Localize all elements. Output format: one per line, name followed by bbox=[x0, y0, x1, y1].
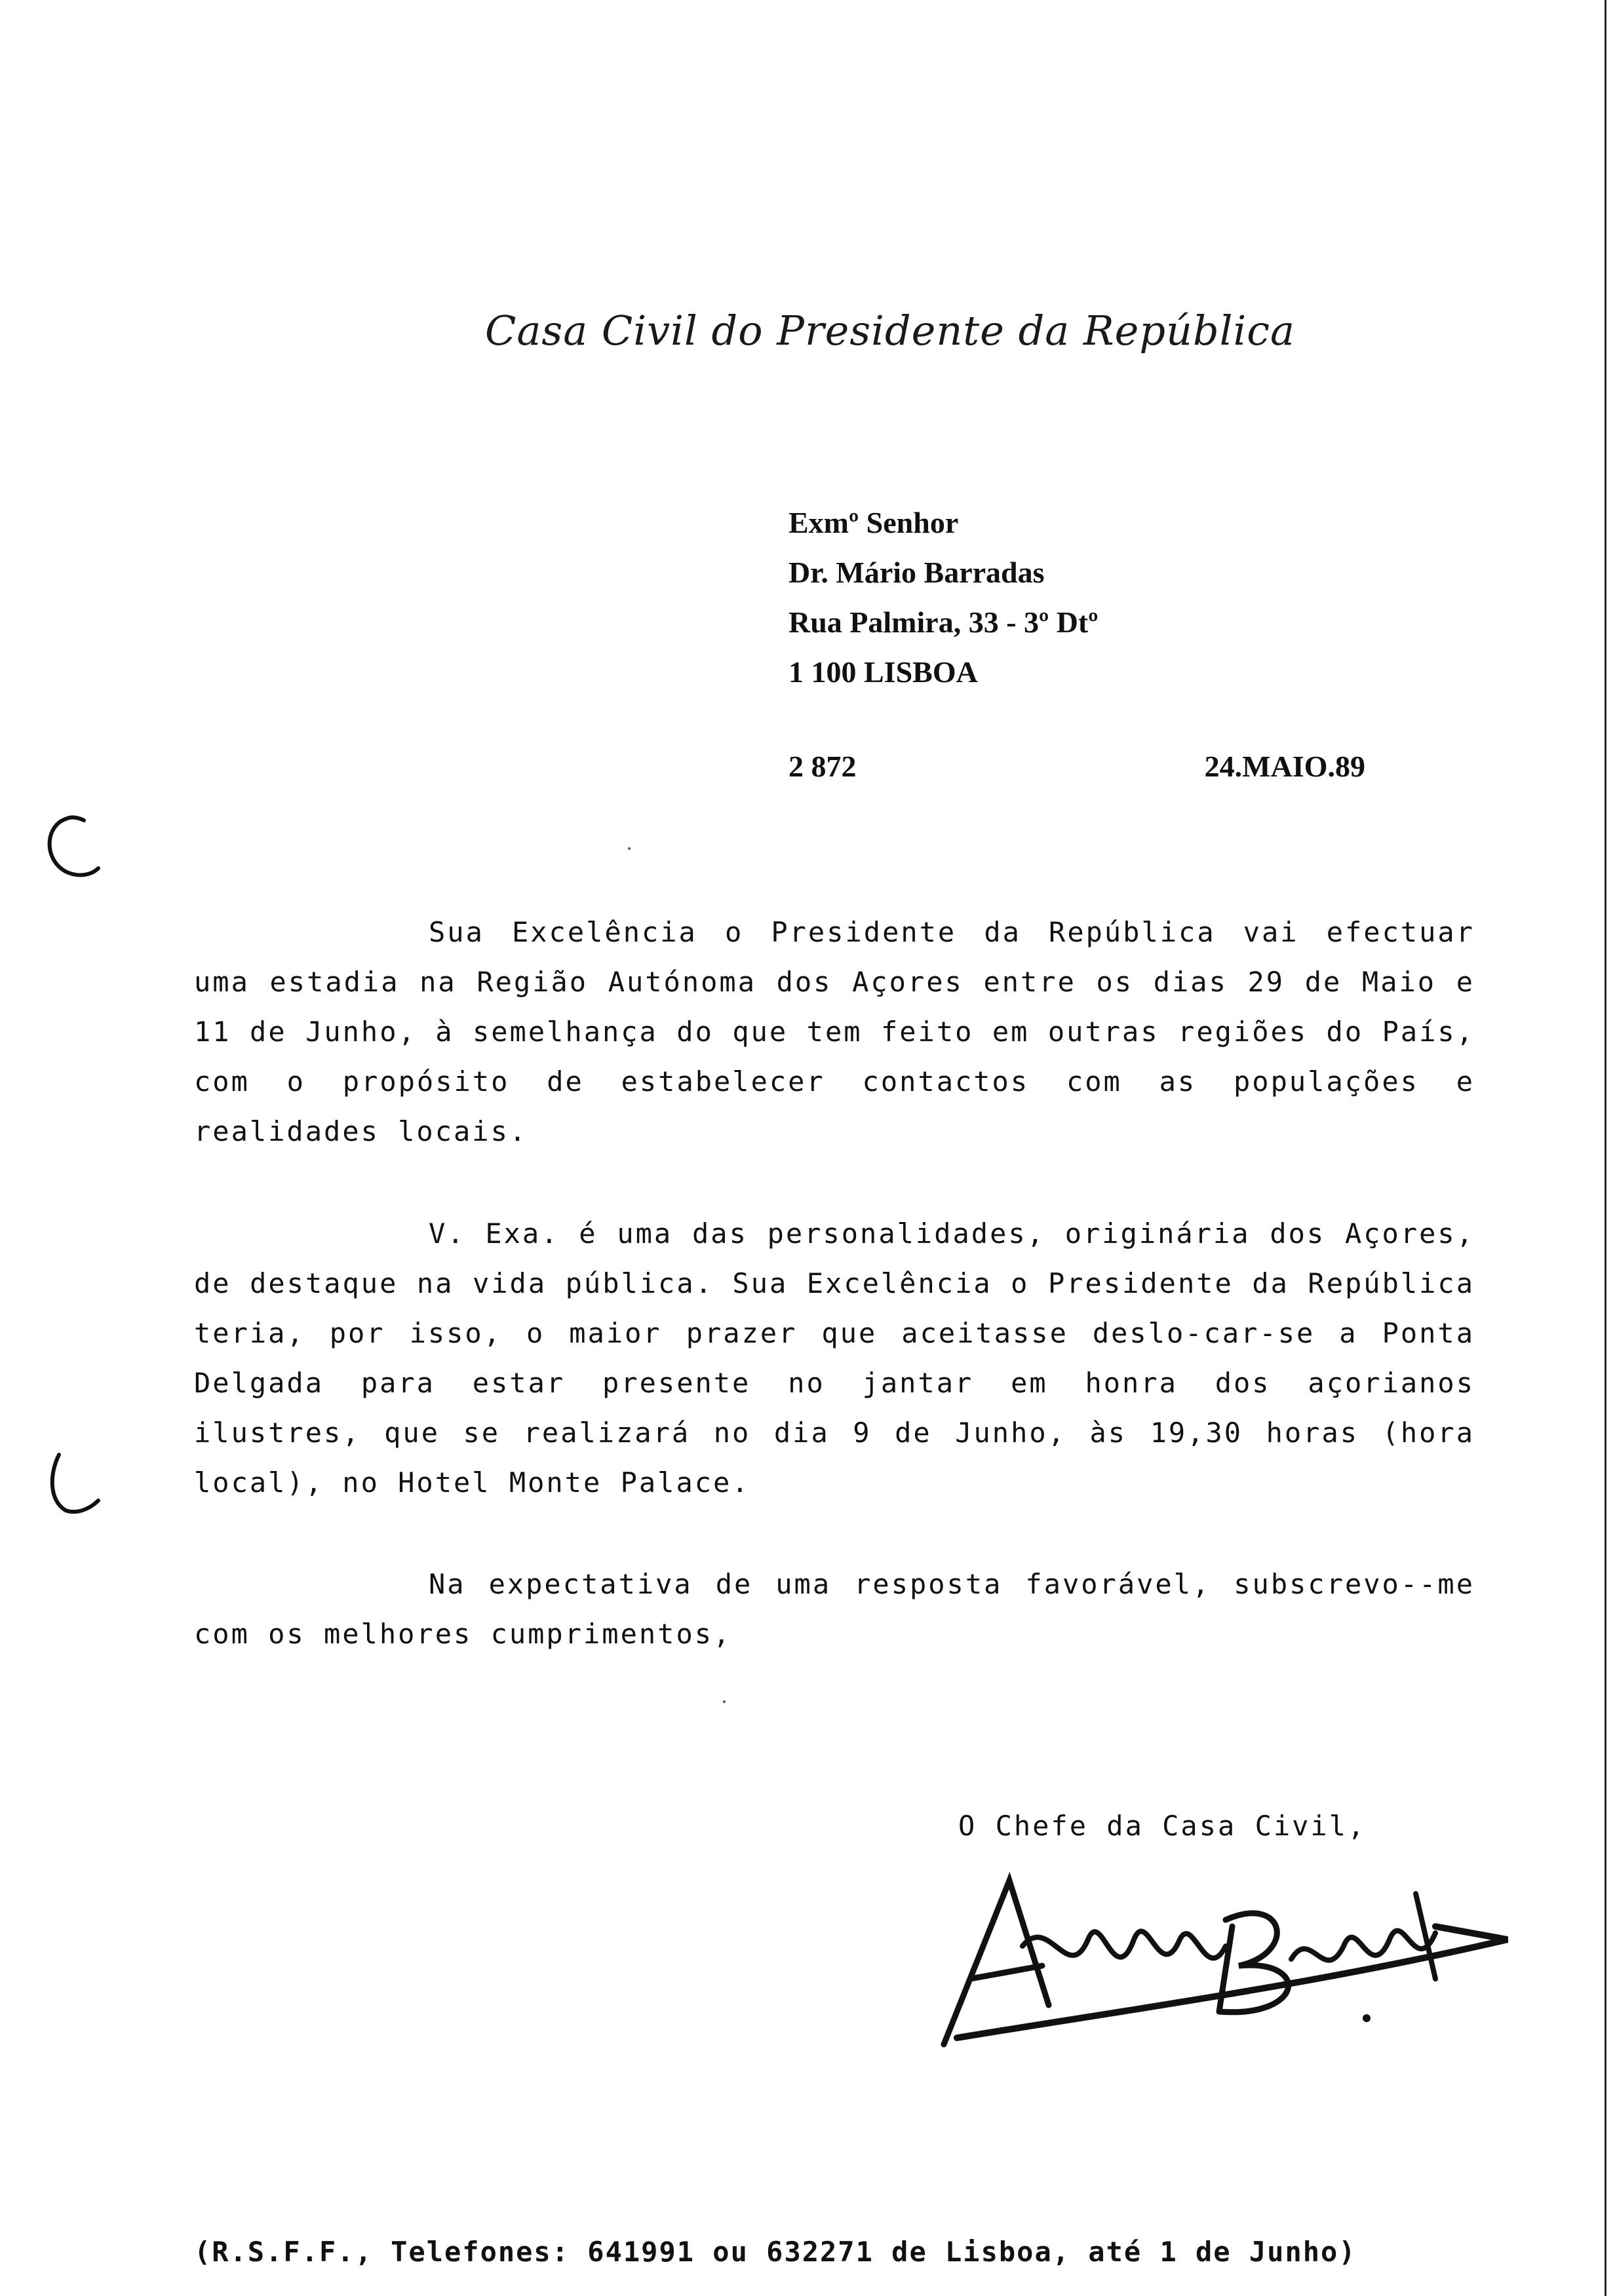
recipient-name: Dr. Mário Barradas bbox=[788, 556, 1045, 589]
closing-line: O Chefe da Casa Civil, bbox=[958, 1810, 1367, 1842]
punch-hole-mark bbox=[39, 1442, 105, 1520]
recipient-street: Rua Palmira, 33 - 3º Dtº bbox=[788, 605, 1099, 639]
paragraph-3 bbox=[194, 1559, 1475, 1659]
letter-date: 24.MAIO.89 bbox=[1204, 750, 1365, 783]
recipient-city: 1 100 LISBOA bbox=[788, 655, 978, 689]
paragraph-text: Na expectativa de uma resposta favorável, subscrevo--me com os melhores cumprimentos, bbox=[194, 1568, 1475, 1650]
punch-hole-mark bbox=[39, 806, 105, 885]
footer-rsvp-note: (R.S.F.F., Telefones: 641991 ou 632271 de Lisboa, até 1 de Junho) bbox=[194, 2236, 1357, 2268]
reference-number: 2 872 bbox=[788, 750, 857, 783]
paragraph-text: Sua Excelência o Presidente da República vai efectuar uma estadia na Região Autónoma dos Açores entre os dias 29 de Maio e 11 de Junho, à semelhança do que tem feito em outras regiões do País, com o propósito de estabelecer contactos com as populações e realidades locais. bbox=[194, 916, 1475, 1147]
letterhead: Casa Civil do Presidente da República bbox=[485, 307, 1295, 354]
page-edge-line bbox=[1605, 0, 1606, 2296]
paper-speck bbox=[723, 1700, 726, 1703]
paragraph-1 bbox=[194, 908, 1475, 1157]
paragraph-2 bbox=[194, 1209, 1475, 1508]
recipient-address bbox=[788, 498, 1098, 697]
handwritten-signature bbox=[918, 1854, 1521, 2051]
paper-speck bbox=[628, 847, 631, 850]
paragraph-text: V. Exa. é uma das personalidades, originária dos Açores, de destaque na vida pública. Sua Excelência o Presidente da República teria, por isso, o maior prazer que aceitasse deslo-car-se a Ponta Delgada para estar presente no jantar em honra dos açorianos ilustres, que se realizará no dia 9 de Junho, às 19,30 horas (hora local), no Hotel Monte Palace. bbox=[194, 1217, 1475, 1499]
recipient-salutation: Exmº Senhor bbox=[788, 506, 959, 539]
